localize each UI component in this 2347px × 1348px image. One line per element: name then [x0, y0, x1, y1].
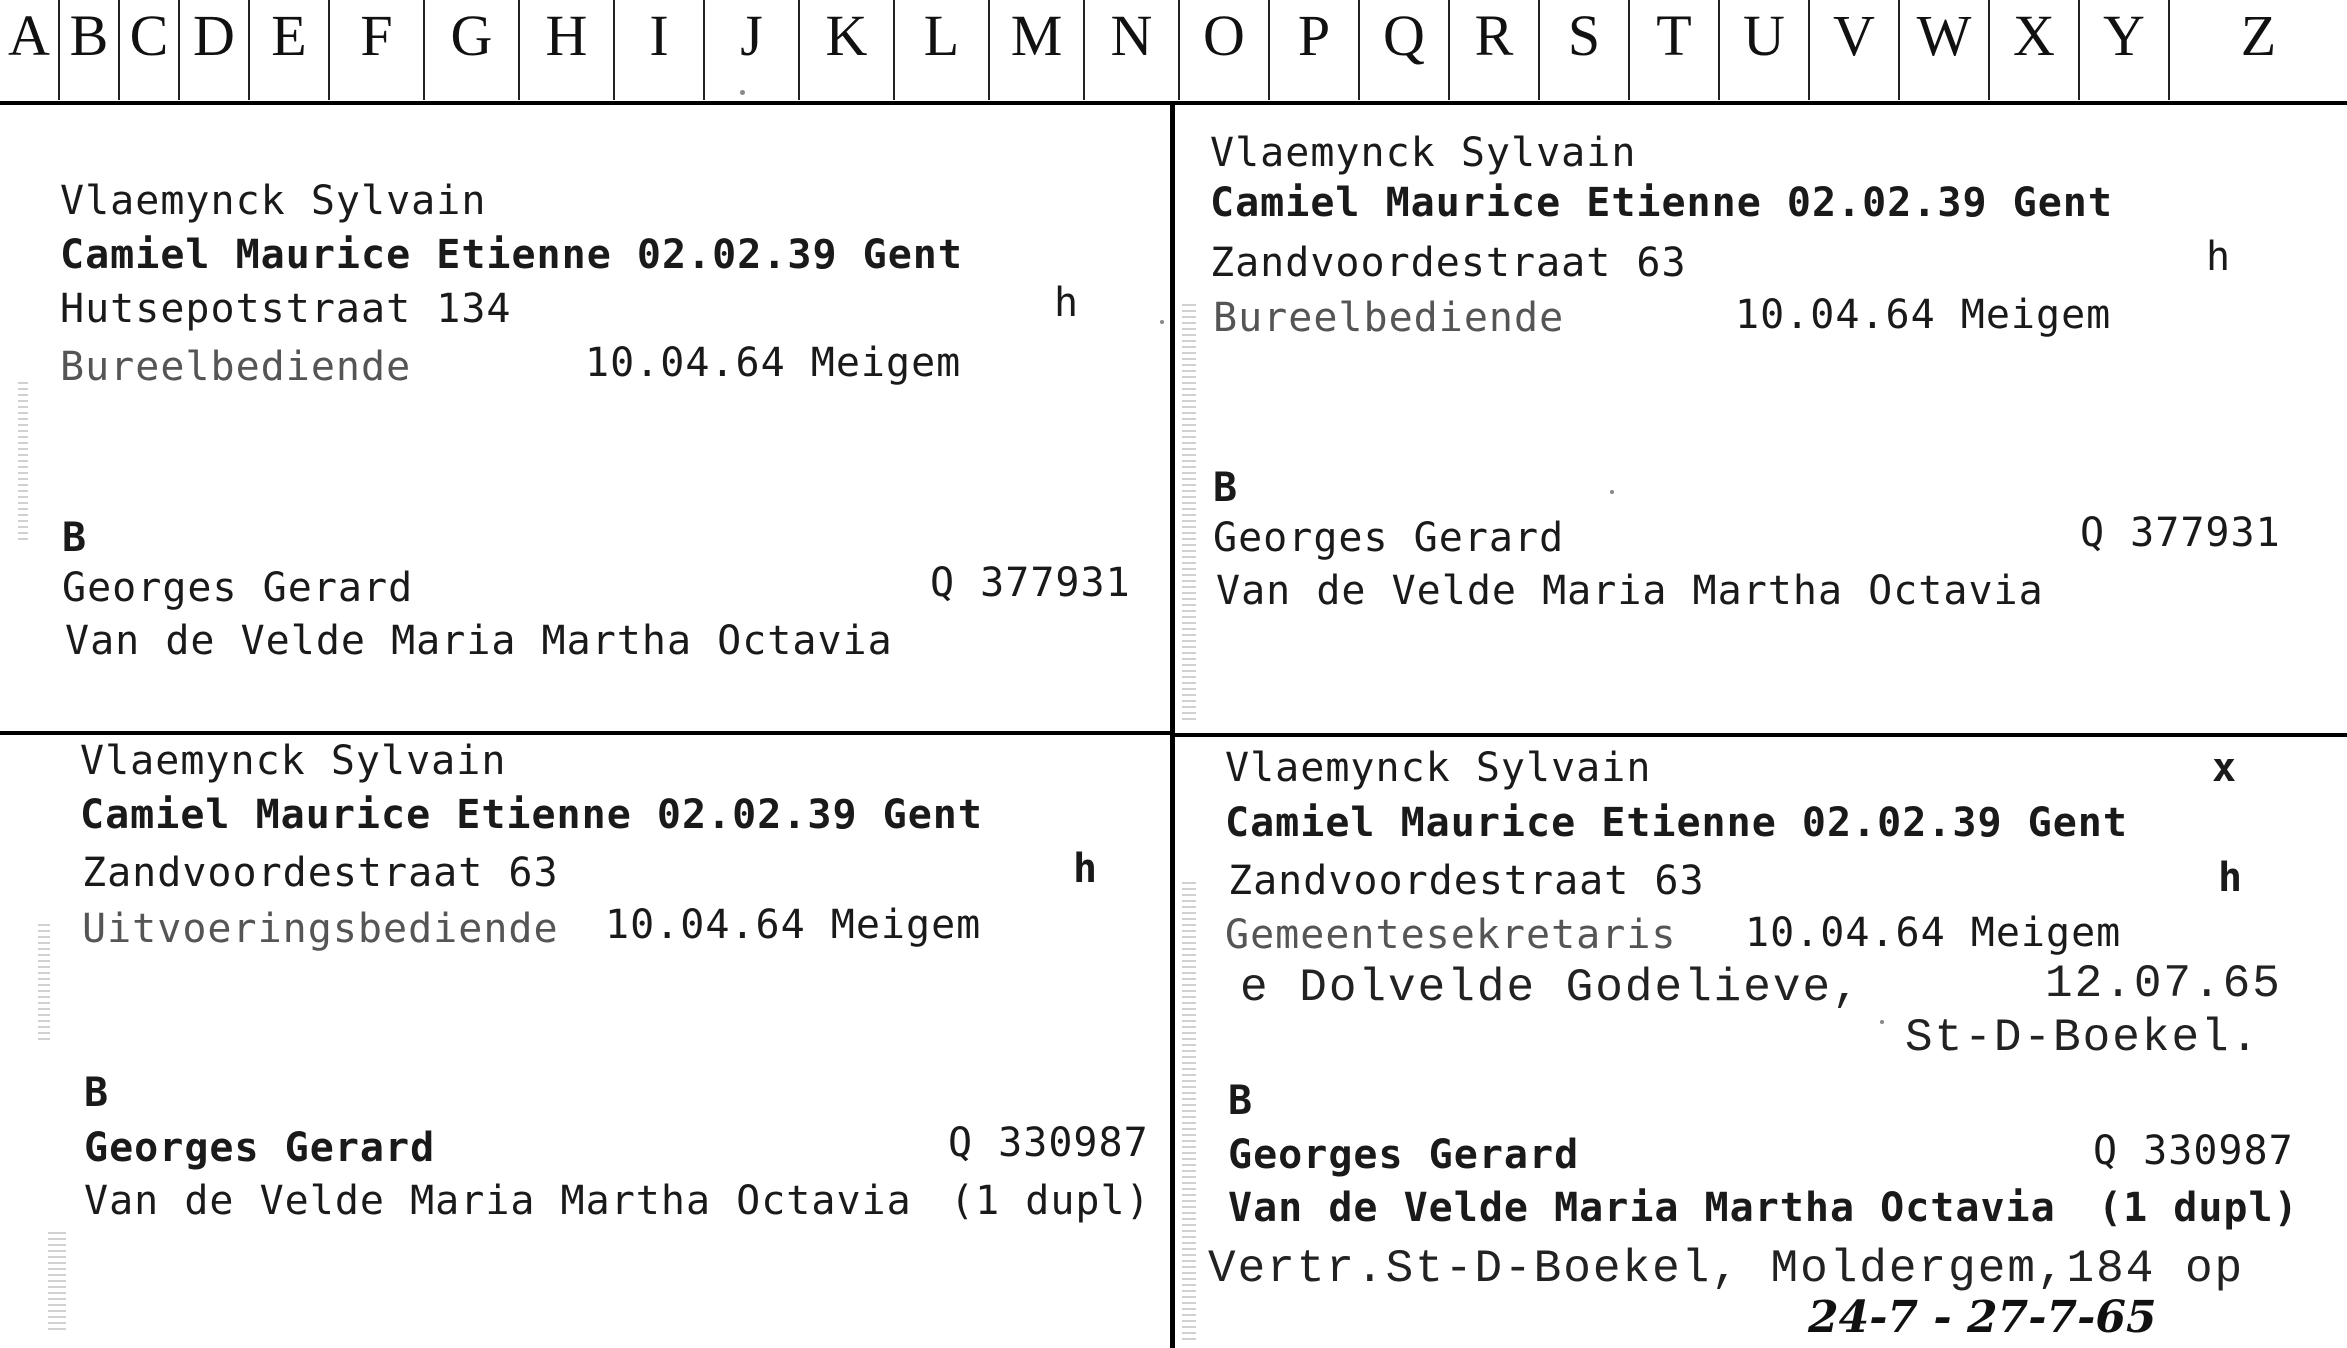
alphabet-letter-u: U — [1720, 0, 1810, 100]
father-line: Georges Gerard — [1228, 1132, 1580, 1178]
given-names-birth-line: Camiel Maurice Etienne 02.02.39 Gent — [60, 232, 963, 278]
father-line: Georges Gerard — [1213, 515, 1565, 561]
surname-line: Vlaemynck Sylvain — [1225, 745, 1652, 791]
marriage-place: St-D-Boekel. — [1905, 1012, 2261, 1064]
section-marker: B — [1213, 465, 1239, 511]
reference-number: Q 377931 — [930, 560, 1131, 606]
alphabet-letter-n: N — [1085, 0, 1180, 100]
address-line: Zandvoordestraat 63 — [82, 850, 559, 896]
departure-note: Vertr.St-D-Boekel, Moldergem,184 op — [1208, 1243, 2245, 1295]
alphabet-letter-s: S — [1540, 0, 1630, 100]
mother-line: Van de Velde Maria Martha Octavia — [1228, 1185, 2056, 1231]
alphabet-letter-i: I — [615, 0, 705, 100]
sex-marker: h — [1073, 846, 1099, 892]
address-line: Zandvoordestraat 63 — [1210, 240, 1687, 286]
occupation-line: Bureelbediende — [60, 344, 412, 390]
registration-date-place: 10.04.64 Meigem — [1745, 910, 2122, 956]
alphabet-letter-e: E — [250, 0, 330, 100]
given-names-birth-line: Camiel Maurice Etienne 02.02.39 Gent — [1210, 180, 2113, 226]
alphabet-letter-h: H — [520, 0, 615, 100]
duplicate-note: (1 dupl) — [950, 1178, 1151, 1224]
alphabet-letter-x: X — [1990, 0, 2080, 100]
scan-noise — [38, 920, 50, 1040]
horizontal-divider-left — [0, 731, 1170, 735]
alphabet-letter-w: W — [1900, 0, 1990, 100]
sex-marker: h — [2218, 855, 2244, 901]
alphabet-letter-v: V — [1810, 0, 1900, 100]
reference-number: Q 330987 — [948, 1120, 1149, 1166]
surname-line: Vlaemynck Sylvain — [60, 178, 487, 224]
alphabet-letter-g: G — [425, 0, 520, 100]
sex-marker: h — [2206, 234, 2232, 280]
marriage-date: 12.07.65 — [2045, 958, 2282, 1010]
alphabet-letter-d: D — [180, 0, 250, 100]
registration-date-place: 10.04.64 Meigem — [1735, 292, 2112, 338]
scan-noise — [18, 380, 28, 540]
alphabet-index-bar — [0, 0, 2347, 105]
alphabet-letter-o: O — [1180, 0, 1270, 100]
alphabet-letter-p: P — [1270, 0, 1360, 100]
alphabet-letter-r: R — [1450, 0, 1540, 100]
alphabet-letter-m: M — [990, 0, 1085, 100]
registration-date-place: 10.04.64 Meigem — [585, 340, 962, 386]
mother-line: Van de Velde Maria Martha Octavia — [84, 1178, 912, 1224]
section-marker: B — [84, 1070, 110, 1116]
alphabet-letter-k: K — [800, 0, 895, 100]
alphabet-letter-t: T — [1630, 0, 1720, 100]
mark-x: x — [2212, 745, 2238, 791]
given-names-birth-line: Camiel Maurice Etienne 02.02.39 Gent — [80, 792, 983, 838]
reference-number: Q 377931 — [2080, 510, 2281, 556]
scan-noise — [1182, 300, 1196, 720]
alphabet-letter-y: Y — [2080, 0, 2170, 100]
registration-date-place: 10.04.64 Meigem — [605, 902, 982, 948]
occupation-line: Gemeentesekretaris — [1225, 912, 1677, 958]
handwritten-dates: 24-7 - 27-7-65 — [1808, 1292, 2157, 1343]
alphabet-letter-z: Z — [2240, 3, 2277, 68]
surname-line: Vlaemynck Sylvain — [80, 738, 507, 784]
mother-line: Van de Velde Maria Martha Octavia — [65, 618, 893, 664]
alphabet-letter-j: J — [705, 0, 800, 100]
horizontal-divider-right — [1175, 733, 2347, 737]
alphabet-letter-b: B — [60, 0, 120, 100]
vertical-divider — [1170, 105, 1175, 1348]
scan-noise — [1182, 880, 1196, 1340]
alphabet-letter-l: L — [895, 0, 990, 100]
occupation-line: Bureelbediende — [1213, 295, 1565, 341]
spouse-line: e Dolvelde Godelieve, — [1240, 962, 1862, 1014]
scan-noise — [48, 1230, 66, 1330]
sex-marker: h — [1054, 280, 1080, 326]
scan-speck — [1880, 1020, 1884, 1024]
section-marker: B — [62, 515, 88, 561]
surname-line: Vlaemynck Sylvain — [1210, 130, 1637, 176]
alphabet-letter-f: F — [330, 0, 425, 100]
mother-line: Van de Velde Maria Martha Octavia — [1216, 568, 2044, 614]
occupation-line: Uitvoeringsbediende — [82, 906, 559, 952]
alphabet-letter-c: C — [120, 0, 180, 100]
alphabet-letter-q: Q — [1360, 0, 1450, 100]
address-line: Hutsepotstraat 134 — [60, 286, 512, 332]
scan-speck — [1610, 490, 1614, 494]
father-line: Georges Gerard — [84, 1125, 436, 1171]
reference-number: Q 330987 — [2093, 1128, 2294, 1174]
scan-speck — [1160, 320, 1164, 324]
section-marker: B — [1228, 1078, 1254, 1124]
duplicate-note: (1 dupl) — [2098, 1185, 2299, 1231]
father-line: Georges Gerard — [62, 565, 414, 611]
address-line: Zandvoordestraat 63 — [1228, 858, 1705, 904]
alphabet-letter-a: A — [0, 0, 60, 100]
given-names-birth-line: Camiel Maurice Etienne 02.02.39 Gent — [1225, 800, 2128, 846]
scan-speck — [740, 90, 745, 95]
